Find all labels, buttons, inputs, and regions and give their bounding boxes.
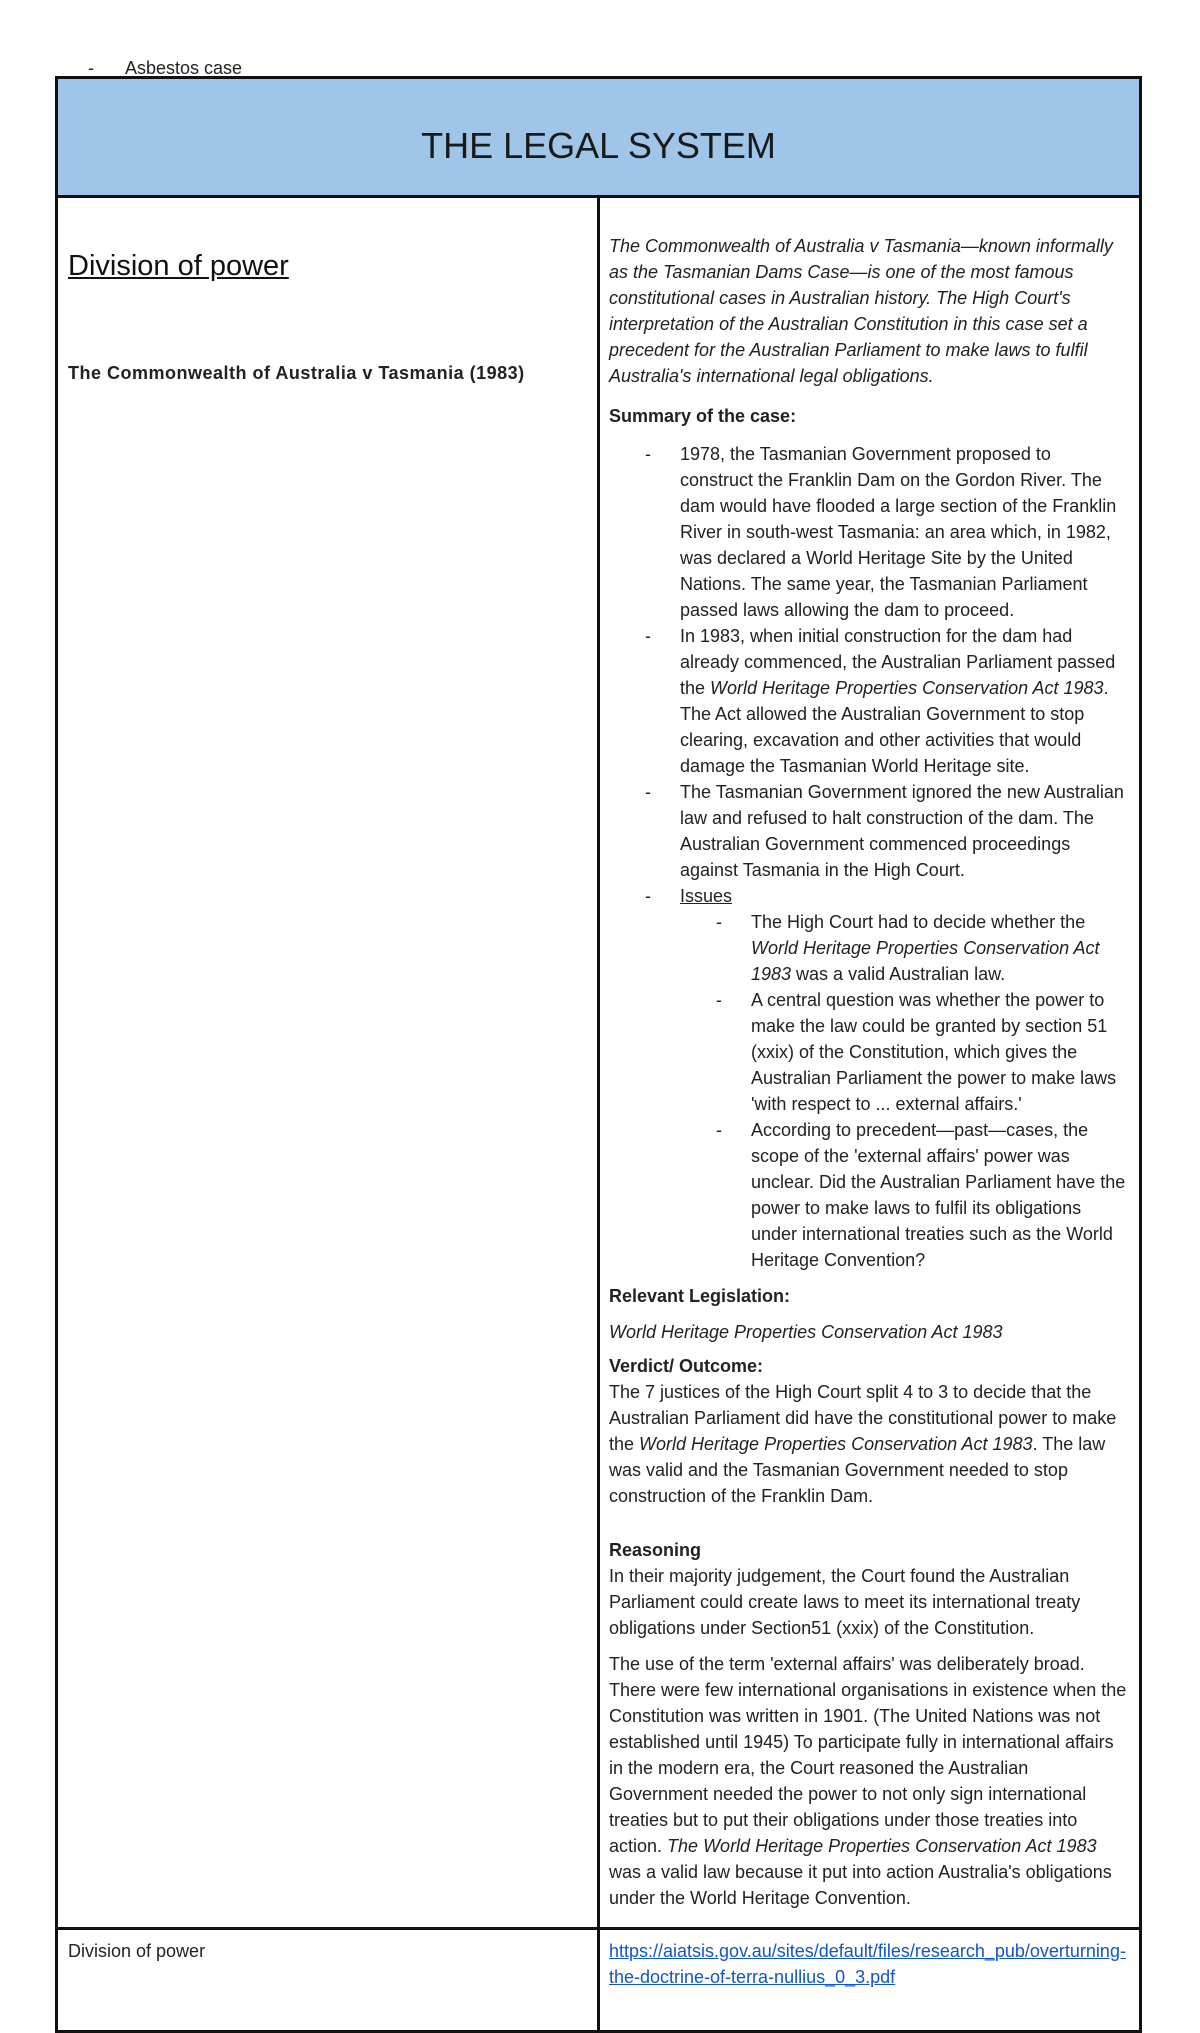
reasoning-part: was a valid law because it put into action Australia's obligations under the World Heritage Convention.	[609, 1862, 1112, 1908]
bullet-text: According to precedent—past—cases, the scope of the 'external affairs' power was unclear. Did the Australian Parliament have the power to make laws to fulfil its obligations under international treaties such as the World Heritage Convention?	[751, 1120, 1126, 1270]
bullet-text: In 1983, when initial construction for the dam had already commenced, the Australian Parliament passed the	[680, 626, 1116, 698]
verdict-heading: Verdict/ Outcome:	[609, 1356, 764, 1376]
list-item: - The High Court had to decide whether the World Heritage Properties Conservation Act 1983 was a valid Australian law.	[716, 912, 1100, 984]
bullet-text: 1978, the Tasmanian Government proposed to construct the Franklin Dam on the Gordon River. The dam would have flooded a large section of the Franklin River in south-west Tasmania: an area which, in 1982, was declared a World Heritage Site by the United Nations. The same year, the Tasmanian Parliament passed laws allowing the dam to proceed.	[680, 444, 1117, 620]
issues-label: Issues	[680, 886, 733, 906]
bullet-text: The High Court had to decide whether the	[751, 912, 1086, 932]
list-item: - 1978, the Tasmanian Government proposed to construct the Franklin Dam on the Gordon River. The dam would have flooded a large section of the Franklin River in south-west Tasmania: an area which, in 1982, was declared a World Heritage Site by the United Nations. The same year, the Tasmanian Parliament passed laws allowing the dam to proceed.	[645, 444, 1117, 620]
right-cell	[599, 1929, 1141, 2032]
table-header	[57, 78, 1141, 197]
bullet-text: A central question was whether the power to make the law could be granted by section 51 (xxix) of the Constitution, which gives the Australian Parliament the power to make laws 'with respect to ... external affairs.'	[751, 990, 1117, 1114]
reasoning-part: The use of the term 'external affairs' was deliberately broad. There were few international organisations in existence when the Constitution was written in 1901. (The United Nations was not established until 1945) To participate fully in international affairs in the modern era, the Court reasoned the Australian Government needed the power to not only sign international treaties but to put their obligations under those treaties into action.	[609, 1654, 1127, 1856]
list-item: - Issues	[645, 886, 733, 906]
right-cell	[599, 197, 1141, 1929]
summary-heading: Summary of the case:	[609, 406, 797, 426]
bullet-text: was a valid Australian law.	[791, 964, 1006, 984]
bullet-text: . The Act allowed the Australian Government to stop clearing, excavation and other activities that would damage the Tasmanian World Heritage site.	[680, 678, 1109, 776]
reference-link[interactable]: https://aiatsis.gov.au/sites/default/files/research_pub/overturning-the-doctrine-of-terra-nullius_0_3.pdf	[609, 1941, 1126, 1987]
list-item: - According to precedent—past—cases, the scope of the 'external affairs' power was unclear. Did the Australian Parliament have the power to make laws to fulfil its obligations under international treaties such as the World Heritage Convention?	[716, 1120, 1126, 1270]
legislation-text: World Heritage Properties Conservation Act 1983	[609, 1322, 1003, 1342]
list-item: - The Tasmanian Government ignored the new Australian law and refused to halt construction of the dam. The Australian Government commenced proceedings against Tasmania in the High Court.	[645, 782, 1124, 880]
case-name: The Commonwealth of Australia v Tasmania (1983)	[68, 363, 525, 383]
intro-paragraph: The Commonwealth of Australia v Tasmania—known informally as the Tasmanian Dams Case—is one of the most famous constitutional cases in Australian history. The High Court's interpretation of the Australian Constitution in this case set a precedent for the Australian Parliament to make laws to fulfil Australia's international legal obligations.	[609, 236, 1113, 386]
reasoning-paragraph: In their majority judgement, the Court found the Australian Parliament could create laws to meet its international treaty obligations under Section51 (xxix) of the Constitution.	[609, 1566, 1081, 1638]
table-row	[57, 197, 1141, 1929]
act-name: World Heritage Properties Conservation Act 1983	[751, 938, 1100, 984]
bullet-text: The Tasmanian Government ignored the new Australian law and refused to halt construction of the dam. The Australian Government commenced proceedings against Tasmania in the High Court.	[680, 782, 1124, 880]
reasoning-paragraph	[609, 1651, 1127, 1927]
top-note-text: Asbestos case	[125, 58, 243, 78]
legal-system-table	[55, 76, 1142, 2033]
left-cell	[57, 197, 599, 1929]
verdict-part: The 7 justices of the High Court split 4 to 3 to decide that the Australian Parliament did have the constitutional power to make the	[609, 1382, 1117, 1454]
act-name: World Heritage Properties Conservation Act 1983	[639, 1434, 1033, 1454]
list-item: - In 1983, when initial construction for the dam had already commenced, the Australian Parliament passed the World Heritage Properties Conservation Act 1983. The Act allowed the Australian Government to stop clearing, excavation and other activities that would damage the Tasmanian World Heritage site.	[645, 626, 1116, 776]
page-title: THE LEGAL SYSTEM	[421, 125, 776, 166]
legislation-heading: Relevant Legislation:	[609, 1286, 791, 1306]
act-name: The World Heritage Properties Conservation Act 1983	[667, 1836, 1097, 1856]
verdict-part: . The law was valid and the Tasmanian Government needed to stop construction of the Franklin Dam.	[609, 1434, 1106, 1506]
section-title: Division of power	[68, 250, 289, 282]
act-name: World Heritage Properties Conservation Act 1983	[710, 678, 1104, 698]
reasoning-heading: Reasoning	[609, 1540, 702, 1560]
left-cell: Division of power	[57, 1929, 599, 2032]
bullet-dash: -	[88, 58, 94, 78]
table-row	[57, 1929, 1141, 2032]
list-item: - A central question was whether the power to make the law could be granted by section 51 (xxix) of the Constitution, which gives the Australian Parliament the power to make laws 'with respect to ... external affairs.'	[716, 990, 1117, 1114]
verdict-text	[609, 1379, 1127, 1509]
